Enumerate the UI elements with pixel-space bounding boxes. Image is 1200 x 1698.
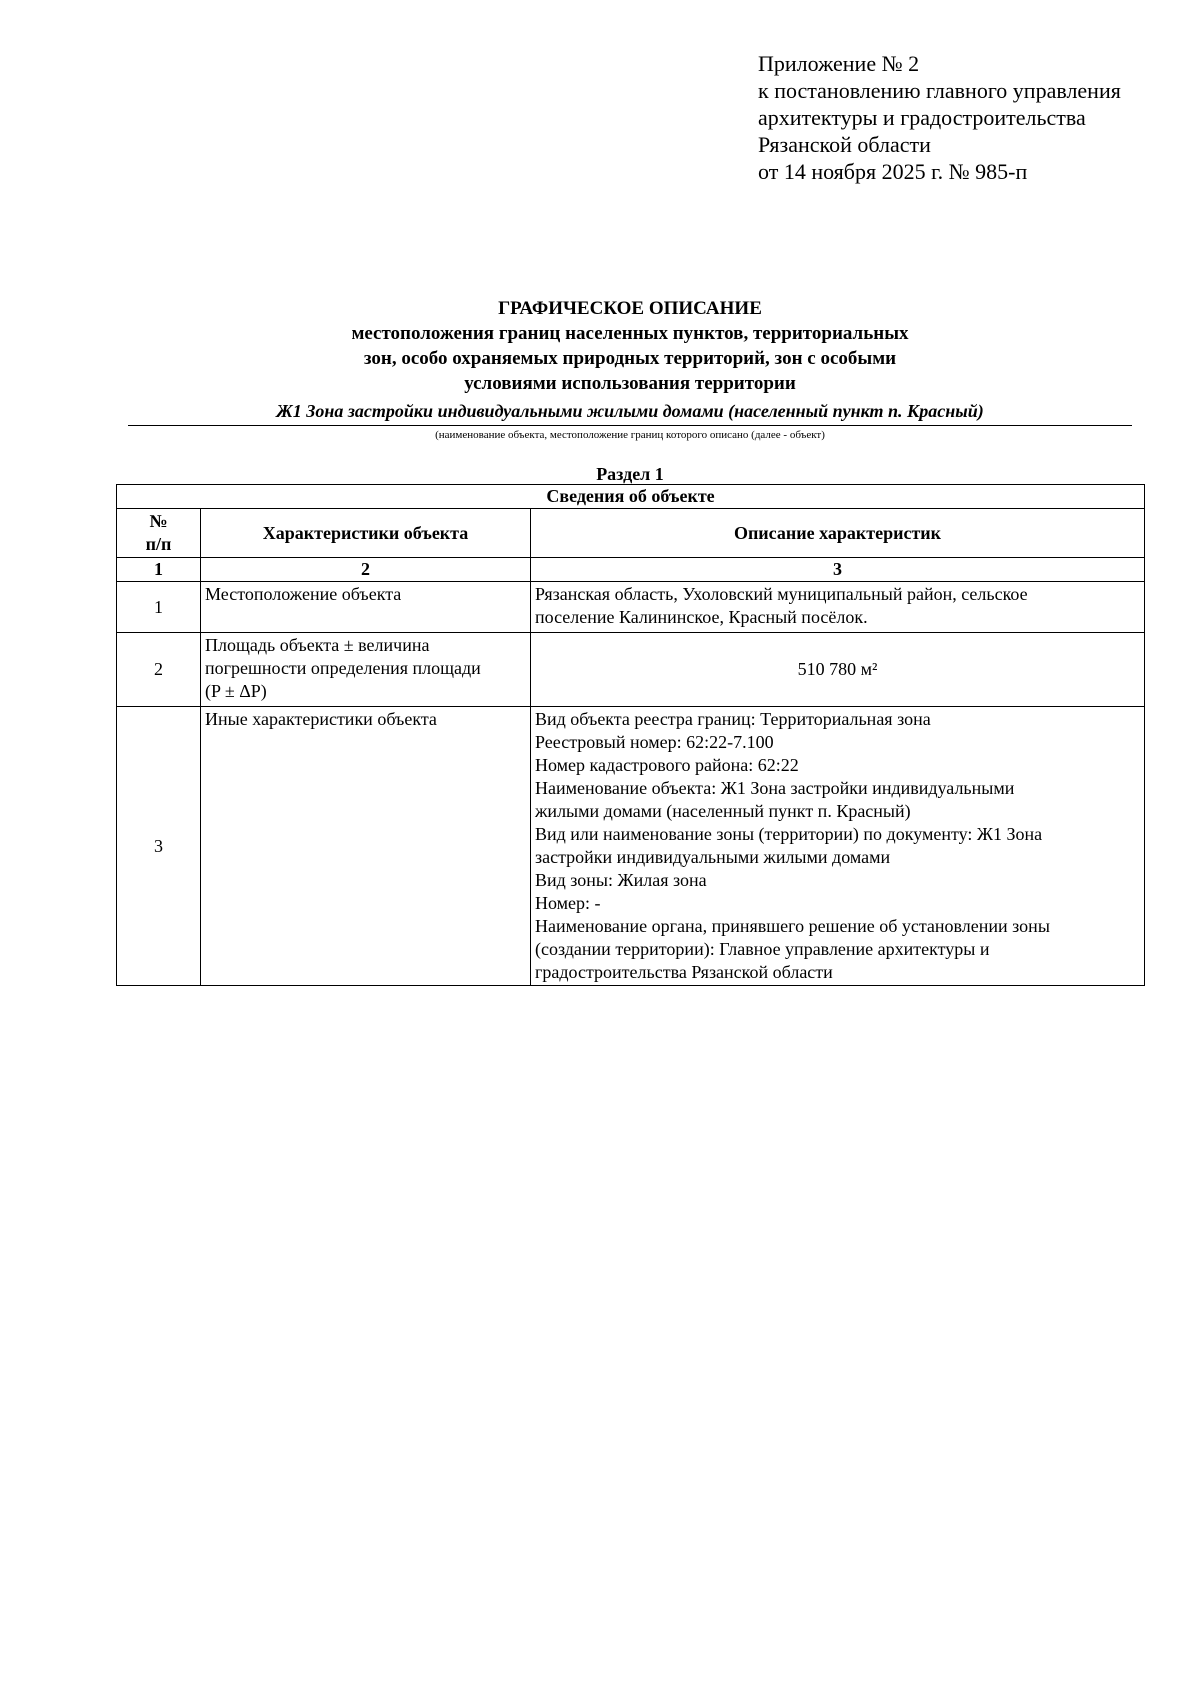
row-characteristic <box>201 707 531 986</box>
description-line: Наименование объекта: Ж1 Зона застройки индивидуальными <box>535 778 1015 798</box>
column-number: 2 <box>201 558 531 582</box>
row-number: 2 <box>117 633 201 707</box>
header-characteristic: Характеристики объекта <box>201 509 531 558</box>
row-description <box>531 582 1145 633</box>
heading-subtitle-line: зон, особо охраняемых природных территорий, зон с особыми <box>363 348 897 369</box>
description-line: Наименование органа, принявшего решение об установлении зоны <box>535 916 1050 936</box>
header-no-line: № <box>149 511 168 531</box>
header-no-line: п/п <box>145 534 172 554</box>
heading-title: ГРАФИЧЕСКОЕ ОПИСАНИЕ <box>498 298 762 319</box>
appendix-line: от 14 ноября 2025 г. № 985-п <box>758 159 1028 184</box>
document-heading <box>130 296 1130 396</box>
appendix-line: Приложение № 2 <box>758 51 920 76</box>
table-caption: Сведения об объекте <box>117 485 1145 509</box>
description-line: Вид объекта реестра границ: Территориальная зона <box>535 709 931 729</box>
header-no <box>117 509 201 558</box>
table-row <box>117 633 1145 707</box>
characteristic-line: погрешности определения площади <box>205 658 481 678</box>
description-line: Номер кадастрового района: 62:22 <box>535 755 799 775</box>
object-name: Ж1 Зона застройки индивидуальными жилыми домами (населенный пункт п. Красный) <box>276 401 984 421</box>
description-line: жилыми домами (населенный пункт п. Красный) <box>535 801 911 821</box>
description-line: поселение Калининское, Красный посёлок. <box>535 607 868 627</box>
header-description: Описание характеристик <box>531 509 1145 558</box>
description-line: Реестровый номер: 62:22-7.100 <box>535 732 774 752</box>
object-name-underline <box>128 425 1132 426</box>
row-description-area: 510 780 м² <box>531 633 1145 707</box>
table-header-row <box>117 509 1145 558</box>
appendix-line: архитектуры и градостроительства <box>758 105 1086 130</box>
row-description <box>531 707 1145 986</box>
characteristic-line: Площадь объекта ± величина <box>205 635 430 655</box>
characteristic-line: Иные характеристики объекта <box>205 709 437 729</box>
row-characteristic <box>201 633 531 707</box>
row-number: 3 <box>117 707 201 986</box>
description-line: градостроительства Рязанской области <box>535 962 833 982</box>
appendix-line: к постановлению главного управления <box>758 78 1121 103</box>
column-number-row <box>117 558 1145 582</box>
object-name-hint: (наименование объекта, местоположение границ которого описано (далее - объект) <box>435 429 825 441</box>
description-line: Номер: - <box>535 893 601 913</box>
characteristic-line: Местоположение объекта <box>205 584 402 604</box>
section-title: Раздел 1 <box>596 464 664 484</box>
description-line: Рязанская область, Ухоловский муниципальный район, сельское <box>535 584 1028 604</box>
heading-subtitle-line: условиями использования территории <box>464 373 796 394</box>
table-row <box>117 582 1145 633</box>
column-number: 1 <box>117 558 201 582</box>
description-line: Вид или наименование зоны (территории) по документу: Ж1 Зона <box>535 824 1043 844</box>
appendix-block <box>758 50 1178 185</box>
description-line: (создании территории): Главное управление архитектуры и <box>535 939 990 959</box>
table-row <box>117 707 1145 986</box>
object-info-table <box>116 484 1145 986</box>
appendix-line: Рязанской области <box>758 132 931 157</box>
row-number: 1 <box>117 582 201 633</box>
table-caption-row <box>117 485 1145 509</box>
description-line: Вид зоны: Жилая зона <box>535 870 707 890</box>
characteristic-line: (P ± ΔP) <box>205 681 267 701</box>
description-line: застройки индивидуальными жилыми домами <box>535 847 891 867</box>
heading-subtitle-line: местоположения границ населенных пунктов, территориальных <box>351 323 909 344</box>
column-number: 3 <box>531 558 1145 582</box>
row-characteristic <box>201 582 531 633</box>
